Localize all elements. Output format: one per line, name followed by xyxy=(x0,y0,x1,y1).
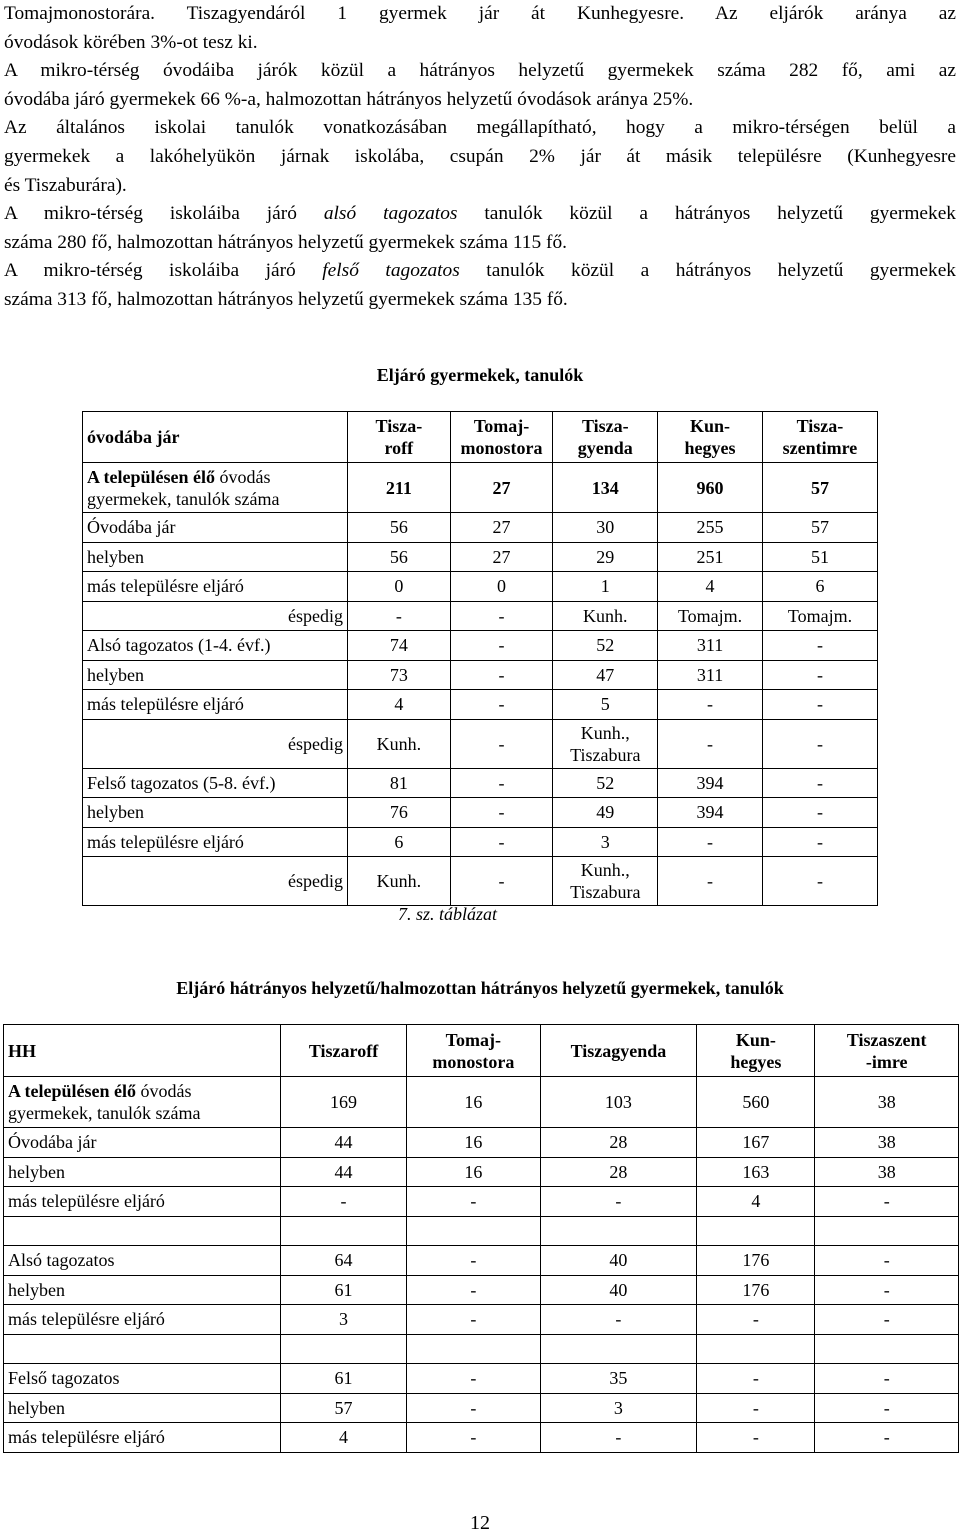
cell-value: - xyxy=(762,857,877,906)
row-label: éspedig xyxy=(83,719,348,768)
cell-value xyxy=(697,1216,815,1246)
cell-value xyxy=(815,1334,959,1364)
commuting-children-table xyxy=(82,411,878,906)
row-label: Alsó tagozatos (1-4. évf.) xyxy=(83,631,348,661)
cell-value xyxy=(540,1216,697,1246)
cell-value: - xyxy=(407,1423,540,1453)
cell-value: - xyxy=(697,1393,815,1423)
row-label: helyben xyxy=(4,1275,281,1305)
text-segment: tanulók közül a hátrányos helyzetű gyermekek xyxy=(459,260,956,282)
cell-value xyxy=(407,1216,540,1246)
row-label xyxy=(4,1334,281,1364)
intro-paragraphs xyxy=(4,0,956,315)
row-label: más településre eljáró xyxy=(83,690,348,720)
cell-value: - xyxy=(450,827,553,857)
cell-value: - xyxy=(540,1187,697,1217)
cell-value: - xyxy=(450,690,553,720)
cell-value: 4 xyxy=(280,1423,406,1453)
cell-value xyxy=(407,1334,540,1364)
table-number-note: 7. sz. táblázat xyxy=(398,904,498,924)
text-line: Az általános iskolai tanulók vonatkozásában megállapítható, hogy a mikro-térségen belül a xyxy=(4,117,956,139)
text-segment: tanulók közül a hátrányos helyzetű gyermekek xyxy=(457,203,957,225)
text-line: Tomajmonostorára. Tiszagyendáról 1 gyermek jár át Kunhegyesre. Az eljárók aránya az xyxy=(4,3,956,24)
cell-value: - xyxy=(407,1393,540,1423)
cell-value: - xyxy=(762,827,877,857)
cell-value xyxy=(815,1216,959,1246)
table-row xyxy=(4,1216,959,1246)
cell-value: 73 xyxy=(348,660,451,690)
cell-value: - xyxy=(762,768,877,798)
table-row xyxy=(83,768,878,798)
cell-value: 61 xyxy=(280,1364,406,1394)
cell-value: - xyxy=(658,857,763,906)
row-label: éspedig xyxy=(83,601,348,631)
cell-value: 81 xyxy=(348,768,451,798)
header-settlement: Tomaj- monostora xyxy=(407,1025,540,1077)
cell-value: - xyxy=(762,690,877,720)
cell-value: 56 xyxy=(348,513,451,543)
row-label: Felső tagozatos (5-8. évf.) xyxy=(83,768,348,798)
cell-value: 394 xyxy=(658,768,763,798)
cell-value xyxy=(280,1334,406,1364)
cell-value: 30 xyxy=(553,513,658,543)
text-line: száma 313 fő, halmozottan hátrányos helyzetű gyermekek száma 135 fő. xyxy=(4,288,568,310)
emphasis-lower-grade: alsó tagozatos xyxy=(323,203,458,225)
header-label: HH xyxy=(4,1025,281,1077)
table-row xyxy=(83,513,878,543)
cell-value: - xyxy=(762,719,877,768)
cell-value: - xyxy=(815,1393,959,1423)
cell-value: 29 xyxy=(553,542,658,572)
cell-value: 3 xyxy=(553,827,658,857)
cell-value: - xyxy=(815,1423,959,1453)
table-row xyxy=(4,1393,959,1423)
cell-value: - xyxy=(407,1246,540,1276)
table-row xyxy=(83,572,878,602)
row-label: más településre eljáró xyxy=(4,1423,281,1453)
header-settlement: Tisza- szentimre xyxy=(762,412,877,463)
page-number: 12 xyxy=(470,1512,490,1534)
row-label: helyben xyxy=(83,542,348,572)
cell-value: 52 xyxy=(553,768,658,798)
cell-value: - xyxy=(407,1364,540,1394)
cell-value: - xyxy=(815,1305,959,1335)
cell-value: 311 xyxy=(658,631,763,661)
cell-value: - xyxy=(450,601,553,631)
cell-value: 311 xyxy=(658,660,763,690)
cell-value: 61 xyxy=(280,1275,406,1305)
row-label: más településre eljáró xyxy=(83,827,348,857)
cell-value: 163 xyxy=(697,1157,815,1187)
cell-value: - xyxy=(697,1423,815,1453)
cell-value: - xyxy=(815,1187,959,1217)
text-segment: A mikro-térség iskoláiba járó xyxy=(4,203,324,225)
table-row xyxy=(4,1246,959,1276)
cell-value: 44 xyxy=(280,1128,406,1158)
cell-value: 28 xyxy=(540,1157,697,1187)
cell-value: 176 xyxy=(697,1246,815,1276)
cell-value: Kunh., Tiszabura xyxy=(553,719,658,768)
cell-value: 64 xyxy=(280,1246,406,1276)
cell-value: 16 xyxy=(407,1157,540,1187)
text-line xyxy=(4,257,956,286)
row-label: más településre eljáró xyxy=(83,572,348,602)
header-row xyxy=(83,412,878,463)
header-settlement: Tisza- roff xyxy=(348,412,451,463)
cell-value: - xyxy=(407,1305,540,1335)
cell-value: 38 xyxy=(815,1157,959,1187)
header-row xyxy=(4,1025,959,1077)
row-label xyxy=(4,1216,281,1246)
text-line: és Tiszaburára). xyxy=(4,174,127,196)
cell-value: - xyxy=(407,1187,540,1217)
total-value: 27 xyxy=(450,463,553,513)
text-segment: A mikro-térség iskoláiba járó xyxy=(4,260,323,282)
cell-value: - xyxy=(280,1187,406,1217)
total-value: 169 xyxy=(280,1077,406,1128)
table-row xyxy=(83,857,878,906)
cell-value: 0 xyxy=(450,572,553,602)
total-row xyxy=(83,463,878,513)
table-row xyxy=(83,601,878,631)
header-settlement: Tiszaszent -imre xyxy=(815,1025,959,1077)
cell-value: 3 xyxy=(540,1393,697,1423)
row-label: helyben xyxy=(83,660,348,690)
row-label: helyben xyxy=(4,1157,281,1187)
row-label: helyben xyxy=(4,1393,281,1423)
row-label: Alsó tagozatos xyxy=(4,1246,281,1276)
total-value: 103 xyxy=(540,1077,697,1128)
cell-value: 255 xyxy=(658,513,763,543)
cell-value: - xyxy=(815,1246,959,1276)
header-settlement: Tiszaroff xyxy=(280,1025,406,1077)
cell-value: 27 xyxy=(450,542,553,572)
cell-value: 47 xyxy=(553,660,658,690)
cell-value: - xyxy=(450,719,553,768)
cell-value: 6 xyxy=(762,572,877,602)
cell-value: 3 xyxy=(280,1305,406,1335)
cell-value: 1 xyxy=(553,572,658,602)
cell-value: Kunh. xyxy=(553,601,658,631)
cell-value: 52 xyxy=(553,631,658,661)
row-label: Óvodába jár xyxy=(83,513,348,543)
cell-value: 176 xyxy=(697,1275,815,1305)
cell-value: - xyxy=(450,660,553,690)
table-row xyxy=(83,719,878,768)
table-row xyxy=(83,660,878,690)
emphasis-upper-grade: felső tagozatos xyxy=(322,260,460,282)
cell-value: - xyxy=(348,601,451,631)
cell-value: Kunh. xyxy=(348,857,451,906)
cell-value: 251 xyxy=(658,542,763,572)
cell-value: 38 xyxy=(815,1128,959,1158)
text-line: A mikro-térség óvodáiba járók közül a hátrányos helyzetű gyermekek száma 282 fő, ami az xyxy=(4,60,956,82)
cell-value: 4 xyxy=(348,690,451,720)
table-row xyxy=(4,1334,959,1364)
cell-value: Tomajm. xyxy=(658,601,763,631)
cell-value: Tomajm. xyxy=(762,601,877,631)
total-value: 211 xyxy=(348,463,451,513)
header-settlement: Tiszagyenda xyxy=(540,1025,697,1077)
header-settlement: Kun- hegyes xyxy=(658,412,763,463)
cell-value: - xyxy=(658,719,763,768)
cell-value: 57 xyxy=(280,1393,406,1423)
table-row xyxy=(83,631,878,661)
text-line: száma 280 fő, halmozottan hátrányos helyzetű gyermekek száma 115 fő. xyxy=(4,231,568,253)
cell-value: 57 xyxy=(762,513,877,543)
cell-value: 49 xyxy=(553,798,658,828)
cell-value: 4 xyxy=(697,1187,815,1217)
cell-value: 0 xyxy=(348,572,451,602)
row-label: helyben xyxy=(83,798,348,828)
header-label: óvodába jár xyxy=(83,412,348,463)
cell-value: Kunh. xyxy=(348,719,451,768)
table-row xyxy=(4,1187,959,1217)
table-row xyxy=(83,827,878,857)
cell-value: - xyxy=(815,1275,959,1305)
cell-value: - xyxy=(540,1423,697,1453)
cell-value: 4 xyxy=(658,572,763,602)
row-label: éspedig xyxy=(83,857,348,906)
cell-value: 40 xyxy=(540,1275,697,1305)
cell-value: - xyxy=(450,631,553,661)
table-row xyxy=(83,798,878,828)
cell-value: 5 xyxy=(553,690,658,720)
table-row xyxy=(83,690,878,720)
row-label: más településre eljáró xyxy=(4,1187,281,1217)
cell-value: - xyxy=(815,1364,959,1394)
cell-value: - xyxy=(762,798,877,828)
header-settlement: Tomaj- monostora xyxy=(450,412,553,463)
total-value: 38 xyxy=(815,1077,959,1128)
table-row xyxy=(4,1275,959,1305)
cell-value: 28 xyxy=(540,1128,697,1158)
total-row-label: A településen élő óvodás gyermekek, tanulók száma xyxy=(83,463,348,513)
row-label: Óvodába jár xyxy=(4,1128,281,1158)
cell-value: 35 xyxy=(540,1364,697,1394)
cell-value: - xyxy=(450,798,553,828)
text-line: óvodába járó gyermekek 66 %-a, halmozottan hátrányos helyzetű óvodások aránya 25%. xyxy=(4,88,694,110)
cell-value: - xyxy=(697,1305,815,1335)
total-value: 16 xyxy=(407,1077,540,1128)
total-row-label: A településen élő óvodás gyermekek, tanulók száma xyxy=(4,1077,281,1128)
cell-value: 74 xyxy=(348,631,451,661)
text-line: gyermekek a lakóhelyükön járnak iskolába, csupán 2% jár át másik településre (Kunhegyesre xyxy=(4,145,956,167)
disadvantaged-commuting-table xyxy=(3,1024,959,1453)
cell-value: 6 xyxy=(348,827,451,857)
total-row xyxy=(4,1077,959,1128)
table-row xyxy=(4,1423,959,1453)
cell-value: 51 xyxy=(762,542,877,572)
cell-value: 40 xyxy=(540,1246,697,1276)
total-value: 57 xyxy=(762,463,877,513)
table-row xyxy=(4,1157,959,1187)
cell-value xyxy=(280,1216,406,1246)
cell-value: - xyxy=(762,631,877,661)
cell-value xyxy=(540,1334,697,1364)
table-row xyxy=(4,1364,959,1394)
table-row xyxy=(83,542,878,572)
total-value: 960 xyxy=(658,463,763,513)
cell-value: - xyxy=(450,768,553,798)
table-row xyxy=(4,1305,959,1335)
cell-value xyxy=(697,1334,815,1364)
cell-value: - xyxy=(658,690,763,720)
header-settlement: Tisza- gyenda xyxy=(553,412,658,463)
text-line xyxy=(4,200,956,229)
cell-value: 27 xyxy=(450,513,553,543)
cell-value: - xyxy=(762,660,877,690)
cell-value: - xyxy=(697,1364,815,1394)
header-settlement: Kun- hegyes xyxy=(697,1025,815,1077)
table-row xyxy=(4,1128,959,1158)
cell-value: 56 xyxy=(348,542,451,572)
cell-value: - xyxy=(450,857,553,906)
cell-value: 16 xyxy=(407,1128,540,1158)
cell-value: 76 xyxy=(348,798,451,828)
cell-value: 394 xyxy=(658,798,763,828)
table2-caption: Eljáró hátrányos helyzetű/halmozottan hátrányos helyzetű gyermekek, tanulók xyxy=(176,978,784,998)
row-label: más településre eljáró xyxy=(4,1305,281,1335)
text-line: óvodások körében 3%-ot tesz ki. xyxy=(4,31,258,53)
cell-value: - xyxy=(658,827,763,857)
row-label: Felső tagozatos xyxy=(4,1364,281,1394)
cell-value: - xyxy=(540,1305,697,1335)
table1-caption: Eljáró gyermekek, tanulók xyxy=(376,365,584,385)
total-value: 134 xyxy=(553,463,658,513)
cell-value: Kunh., Tiszabura xyxy=(553,857,658,906)
cell-value: 44 xyxy=(280,1157,406,1187)
cell-value: 167 xyxy=(697,1128,815,1158)
total-value: 560 xyxy=(697,1077,815,1128)
cell-value: - xyxy=(407,1275,540,1305)
